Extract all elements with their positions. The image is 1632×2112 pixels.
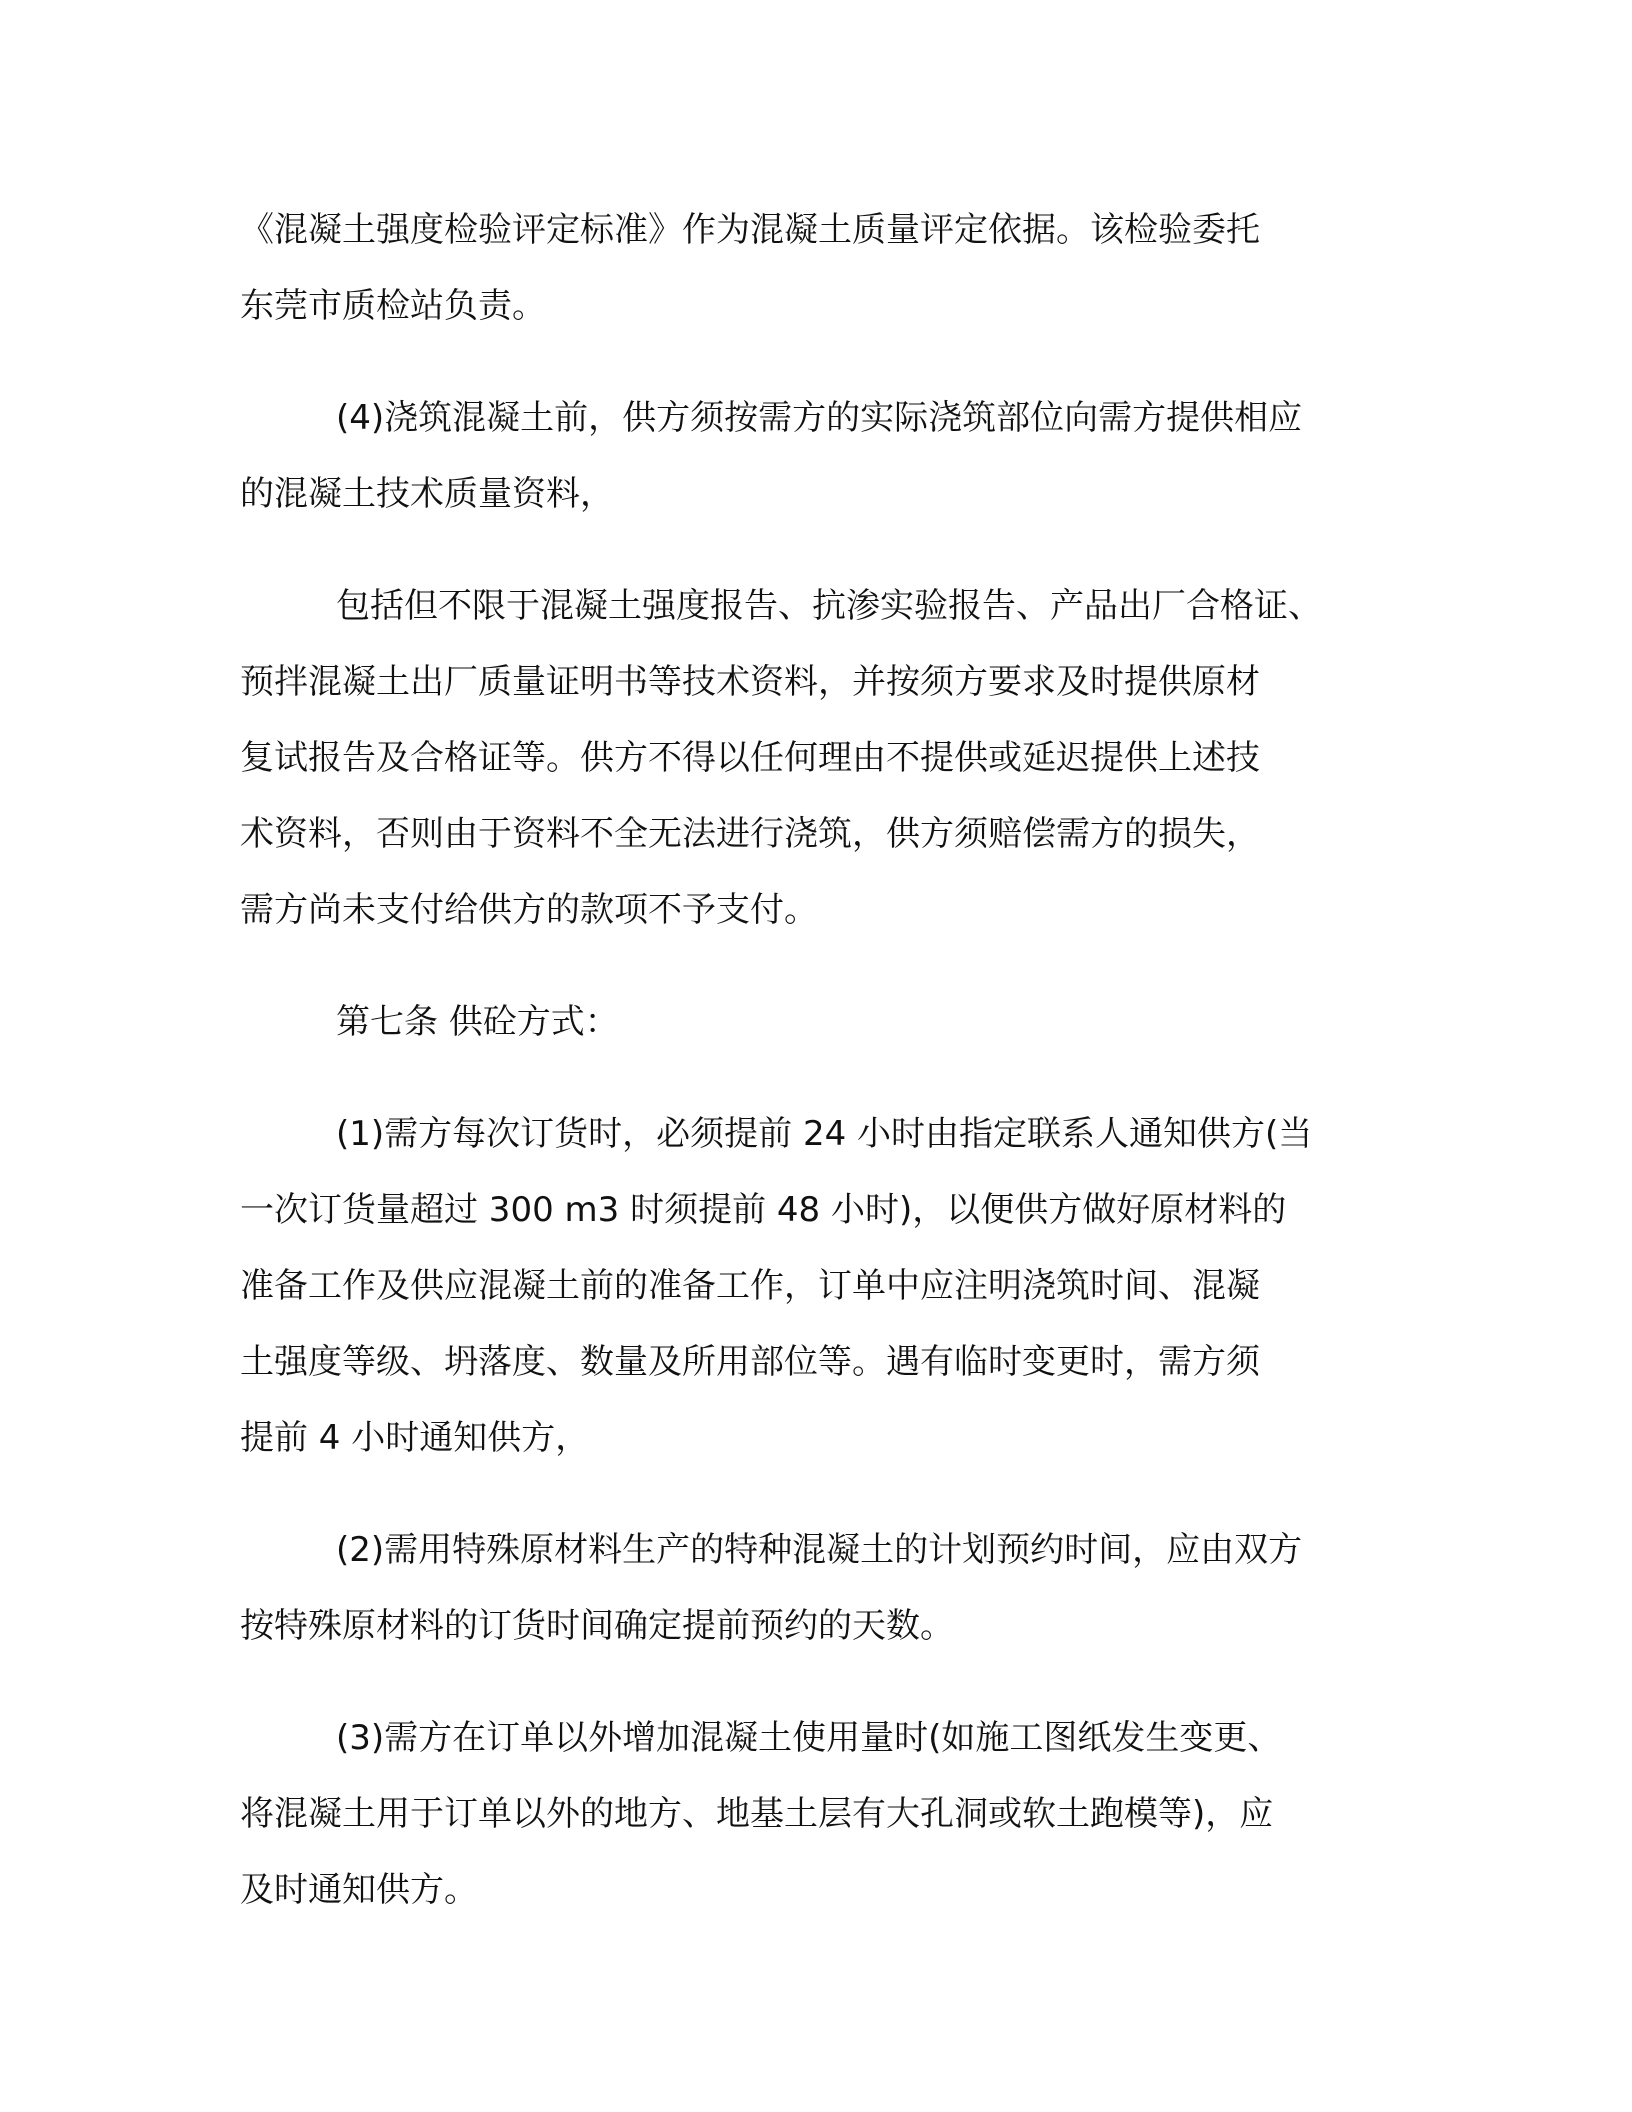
text-line: 《混凝土强度检验评定标准》作为混凝土质量评定依据。该检验委托 [240,210,1260,250]
paragraph-article-7-heading [240,984,1400,1060]
text-line: (3)需方在订单以外增加混凝土使用量时(如施工图纸发生变更、 [336,1718,1282,1758]
text-line: 土强度等级、坍落度、数量及所用部位等。遇有临时变更时，需方须 [240,1342,1260,1382]
text-line: 的混凝土技术质量资料， [240,474,614,514]
text-line: 需方尚未支付给供方的款项不予支付。 [240,890,818,930]
document-page [240,192,1400,1928]
text-line: 包括但不限于混凝土强度报告、抗渗实验报告、产品出厂合格证、 [336,586,1322,626]
text-line: (2)需用特殊原材料生产的特种混凝土的计划预约时间，应由双方 [336,1530,1303,1570]
paragraph-item-4 [240,380,1400,532]
text-line: 东莞市质检站负责。 [240,286,546,326]
paragraph-standard [240,192,1400,344]
text-line: 提前 4 小时通知供方， [240,1418,590,1458]
paragraph-item-3 [240,1700,1400,1928]
section-heading: 第七条 供砼方式： [336,1002,619,1042]
text-line: 按特殊原材料的订货时间确定提前预约的天数。 [240,1606,954,1646]
paragraph-item-1 [240,1096,1400,1476]
text-line: 准备工作及供应混凝土前的准备工作，订单中应注明浇筑时间、混凝 [240,1266,1260,1306]
text-line: 及时通知供方。 [240,1870,478,1910]
text-line: (4)浇筑混凝土前，供方须按需方的实际浇筑部位向需方提供相应 [336,398,1303,438]
paragraph-item-2 [240,1512,1400,1664]
text-line: 预拌混凝土出厂质量证明书等技术资料，并按须方要求及时提供原材 [240,662,1260,702]
text-line: 术资料，否则由于资料不全无法进行浇筑，供方须赔偿需方的损失， [240,814,1260,854]
text-line: (1)需方每次订货时，必须提前 24 小时由指定联系人通知供方(当 [336,1114,1313,1154]
text-line: 复试报告及合格证等。供方不得以任何理由不提供或延迟提供上述技 [240,738,1260,778]
paragraph-includes [240,568,1400,948]
text-line: 一次订货量超过 300 m3 时须提前 48 小时)，以便供方做好原材料的 [240,1190,1287,1230]
text-line: 将混凝土用于订单以外的地方、地基土层有大孔洞或软土跑模等)，应 [240,1794,1274,1834]
